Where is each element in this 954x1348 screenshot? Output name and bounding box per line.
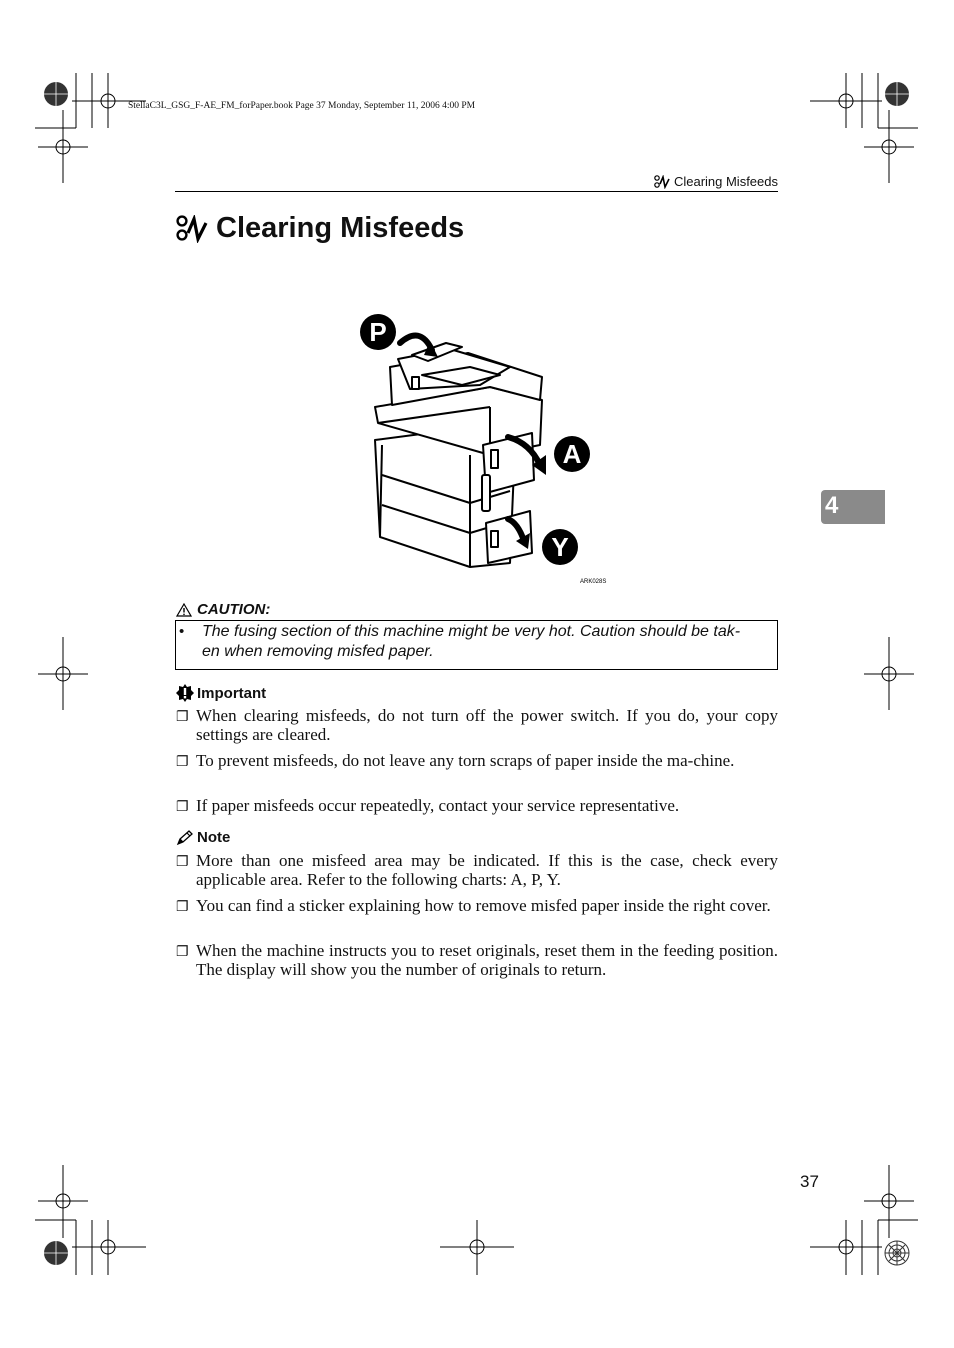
important-icon xyxy=(176,684,194,702)
checkbox-icon: ❐ xyxy=(176,945,189,960)
callout-y xyxy=(542,529,578,565)
caution-box xyxy=(175,620,778,670)
misfeed-icon xyxy=(176,215,208,243)
checkbox-icon: ❐ xyxy=(176,800,189,815)
important-item: ❐ When clearing misfeeds, do not turn off the power switch. If you do, your copy settings are cleared. xyxy=(176,706,778,744)
copier-illustration xyxy=(350,305,620,590)
note-item: ❐ When the machine instructs you to reset originals, reset them in the feeding position. The display will show you the number of originals to return. xyxy=(176,941,778,979)
header-rule xyxy=(175,191,778,192)
important-label: Important xyxy=(197,684,267,702)
svg-text:Y: Y xyxy=(551,532,569,562)
note-item: ❐ More than one misfeed area may be indicated. If this is the case, check every applicable area. Refer to the following charts: A, P, Y. xyxy=(176,851,778,889)
svg-text:A: A xyxy=(562,439,582,469)
checkbox-icon: ❐ xyxy=(176,710,189,725)
checkbox-icon: ❐ xyxy=(176,755,189,770)
chapter-number: 4 xyxy=(825,492,839,519)
pencil-icon xyxy=(176,830,194,846)
caution-label: CAUTION: xyxy=(197,601,271,618)
note-label: Note xyxy=(197,829,231,846)
illustration-code: ARK028S xyxy=(580,579,607,585)
note-heading xyxy=(176,829,230,846)
important-heading xyxy=(176,684,266,702)
caution-bullet: • xyxy=(179,623,185,640)
chapter-tab xyxy=(821,490,885,524)
callout-p xyxy=(360,314,396,350)
callout-a xyxy=(554,436,590,472)
important-item: ❐ To prevent misfeeds, do not leave any torn scraps of paper inside the ma-chine. xyxy=(176,751,735,770)
file-info: StellaC3L_GSG_F-AE_FM_forPaper.book Page 37 Monday, September 11, 2006 4:00 PM xyxy=(128,101,476,111)
svg-text:P: P xyxy=(369,317,387,347)
caution-heading xyxy=(176,601,270,618)
page-title xyxy=(176,212,464,245)
page-number: 37 xyxy=(800,1172,819,1191)
important-item: ❐ If paper misfeeds occur repeatedly, contact your service representative. xyxy=(176,796,680,815)
warning-icon xyxy=(176,603,192,617)
checkbox-icon: ❐ xyxy=(176,900,189,915)
running-head-text: Clearing Misfeeds xyxy=(673,174,778,189)
caution-text: The fusing section of this machine might be very hot. Caution should be tak- en when removing misfed paper. xyxy=(202,623,741,660)
checkbox-icon: ❐ xyxy=(176,855,189,870)
note-item: ❐ You can find a sticker explaining how to remove misfed paper inside the right cover. xyxy=(176,896,771,915)
page-title-text: Clearing Misfeeds xyxy=(216,212,465,244)
misfeed-icon xyxy=(654,175,670,189)
running-head xyxy=(654,174,778,189)
